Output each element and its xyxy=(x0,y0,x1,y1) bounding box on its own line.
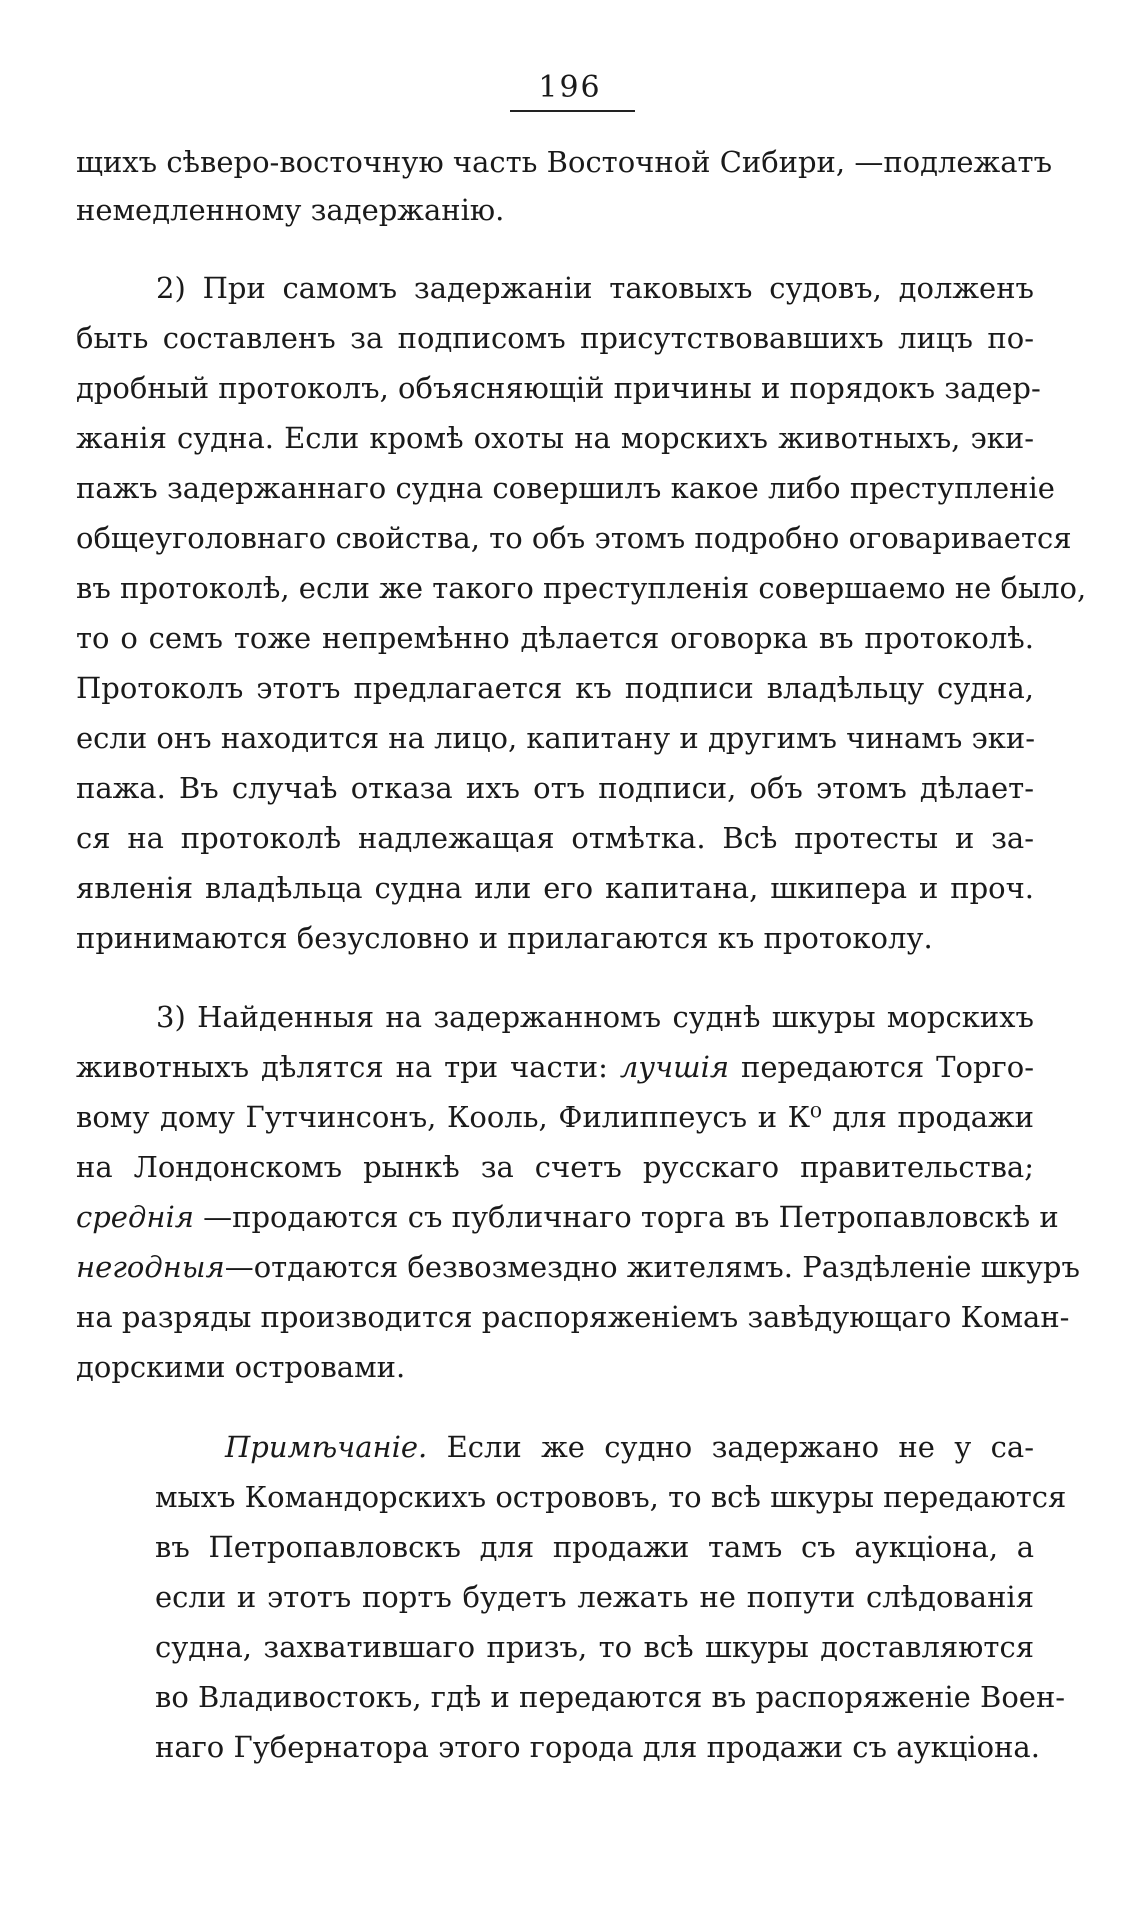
note-line: мыхъ Командорскихъ острововъ, то всѣ шкуры передаются xyxy=(155,1480,1067,1514)
text-line: на разряды производится распоряженіемъ завѣдующаго Коман- xyxy=(76,1300,1070,1334)
note-line: въ Петропавловскъ для продажи тамъ съ аукціона, а xyxy=(155,1530,1034,1564)
text-line: общеуголовнаго свойства, то объ этомъ подробно оговаривается xyxy=(76,521,1072,555)
text-line: быть составленъ за подписомъ присутствовавшихъ лицъ по- xyxy=(76,321,1034,355)
italic-term-unfit: негодныя xyxy=(76,1250,225,1284)
note-line xyxy=(155,1427,1034,1467)
text-line: вому дому Гутчинсонъ, Кооль, Филиппеусъ и К⁰ для продажи xyxy=(76,1100,1034,1134)
text-line xyxy=(76,1247,1080,1287)
note-line: судна, захватившаго призъ, то всѣ шкуры доставляются xyxy=(155,1630,1034,1664)
text-line: то о семъ тоже непремѣнно дѣлается оговорка въ протоколѣ. xyxy=(76,621,1034,655)
text-line: немедленному задержанію. xyxy=(76,193,505,227)
italic-term-medium: среднія xyxy=(76,1200,194,1234)
text-line: пажъ задержаннаго судна совершилъ какое либо преступленіе xyxy=(76,471,1055,505)
note-line: наго Губернатора этого города для продажи съ аукціона. xyxy=(155,1730,1040,1764)
text-line: на Лондонскомъ рынкѣ за счетъ русскаго правительства; xyxy=(76,1150,1034,1184)
text-line: дробный протоколъ, объясняющій причины и порядокъ задер- xyxy=(76,371,1041,405)
text-line: пажа. Въ случаѣ отказа ихъ отъ подписи, объ этомъ дѣлает- xyxy=(76,771,1034,805)
text-line: жанія судна. Если кромѣ охоты на морскихъ животныхъ, эки- xyxy=(76,421,1034,455)
text-run: животныхъ дѣлятся на три части: xyxy=(76,1050,620,1084)
page-number-rule xyxy=(510,110,635,112)
text-line: принимаются безусловно и прилагаются къ протоколу. xyxy=(76,921,933,955)
text-run: —отдаются безвозмездно жителямъ. Раздѣленіе шкуръ xyxy=(224,1250,1080,1284)
note-line: во Владивостокъ, гдѣ и передаются въ распоряженіе Воен- xyxy=(155,1680,1066,1714)
text-line: въ протоколѣ, если же такого преступленія совершаемо не было, xyxy=(76,571,1087,605)
text-line: 3) Найденныя на задержанномъ суднѣ шкуры морскихъ xyxy=(156,1000,1034,1034)
text-line: Протоколъ этотъ предлагается къ подписи владѣльцу судна, xyxy=(76,671,1034,705)
note-label: Примѣчаніе. xyxy=(225,1430,428,1464)
italic-term-best: лучшія xyxy=(619,1050,730,1084)
text-line: щихъ сѣверо-восточную часть Восточной Сибири, —подлежатъ xyxy=(76,145,1053,179)
text-run: Если же судно задержано не у са- xyxy=(427,1430,1034,1464)
text-line: ся на протоколѣ надлежащая отмѣтка. Всѣ протесты и за- xyxy=(76,821,1034,855)
text-run: —продаются съ публичнаго торга въ Петропавловскѣ и xyxy=(193,1200,1059,1234)
note-line: если и этотъ портъ будетъ лежать не попути слѣдованія xyxy=(155,1580,1034,1614)
text-line: 2) При самомъ задержаніи таковыхъ судовъ, долженъ xyxy=(156,271,1034,305)
page-number: 196 xyxy=(538,70,602,105)
text-run: передаются Торго- xyxy=(729,1050,1034,1084)
text-line: если онъ находится на лицо, капитану и другимъ чинамъ эки- xyxy=(76,721,1036,755)
text-line xyxy=(76,1197,1059,1237)
text-line: явленія владѣльца судна или его капитана, шкипера и проч. xyxy=(76,871,1034,905)
text-line: дорскими островами. xyxy=(76,1350,406,1384)
text-line xyxy=(76,1047,1034,1087)
